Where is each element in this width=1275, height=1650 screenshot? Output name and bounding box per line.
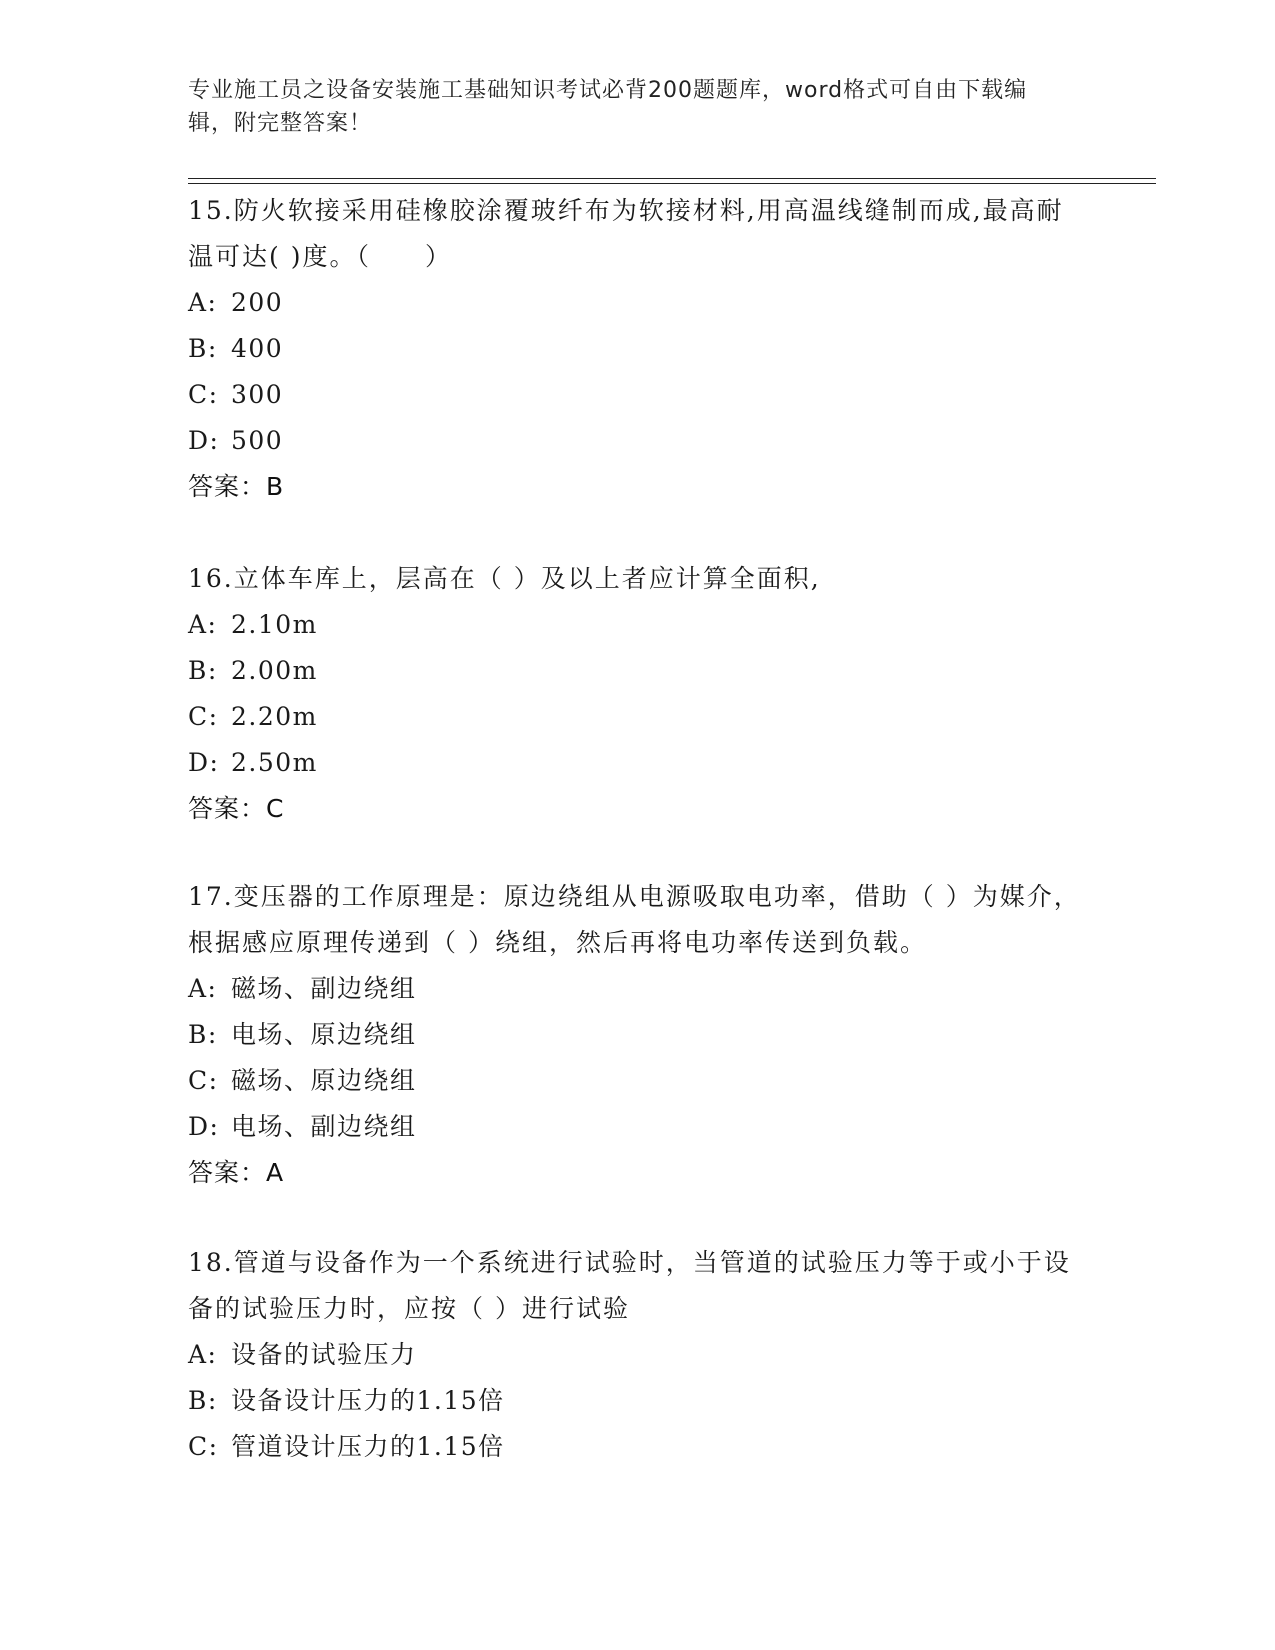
option-label: A: xyxy=(188,288,218,317)
option-a xyxy=(188,966,1088,1012)
option-a xyxy=(188,280,1088,326)
option-label: C: xyxy=(188,1432,219,1461)
question-stem: 17.变压器的工作原理是：原边绕组从电源吸取电功率，借助（ ）为媒介，根据感应原理传递到（ ）绕组，然后再将电功率传送到负载。 xyxy=(188,882,1081,957)
option-label: B: xyxy=(188,1020,218,1049)
option-label: C: xyxy=(188,1066,219,1095)
option-label: A: xyxy=(188,1340,218,1369)
option-d xyxy=(188,1104,1088,1150)
option-text: 500 xyxy=(231,426,284,455)
option-b xyxy=(188,326,1088,372)
option-label: B: xyxy=(188,1386,218,1415)
option-label: B: xyxy=(188,656,218,685)
option-a xyxy=(188,1332,1088,1378)
option-b xyxy=(188,1378,1088,1424)
header-divider-bottom xyxy=(188,183,1156,184)
option-c xyxy=(188,694,1088,740)
option-d xyxy=(188,740,1088,786)
option-label: B: xyxy=(188,334,218,363)
document-header: 专业施工员之设备安装施工基础知识考试必背200题题库，word格式可自由下载编辑，附完整答案！ xyxy=(188,78,1028,136)
answer-line: 答案：C xyxy=(188,794,285,823)
option-text: 设备的试验压力 xyxy=(231,1340,417,1369)
option-text: 400 xyxy=(231,334,284,363)
option-text: 电场、副边绕组 xyxy=(231,1112,417,1141)
option-d xyxy=(188,418,1088,464)
option-text: 管道设计压力的1.15倍 xyxy=(231,1432,505,1461)
question-16 xyxy=(188,556,1088,832)
question-stem: 15.防火软接采用硅橡胶涂覆玻纤布为软接材料,用高温线缝制而成,最高耐温可达( )度。（ ） xyxy=(188,196,1064,271)
option-text: 2.20m xyxy=(231,702,318,731)
answer-line: 答案：B xyxy=(188,472,285,501)
option-label: A: xyxy=(188,610,218,639)
question-stem: 18.管道与设备作为一个系统进行试验时，当管道的试验压力等于或小于设备的试验压力时，应按（ ）进行试验 xyxy=(188,1248,1071,1323)
option-text: 电场、原边绕组 xyxy=(231,1020,417,1049)
option-text: 300 xyxy=(231,380,284,409)
option-text: 2.10m xyxy=(231,610,318,639)
question-17 xyxy=(188,874,1088,1196)
option-text: 磁场、原边绕组 xyxy=(231,1066,417,1095)
option-text: 200 xyxy=(231,288,284,317)
answer-line: 答案：A xyxy=(188,1158,285,1187)
option-label: A: xyxy=(188,974,218,1003)
option-text: 磁场、副边绕组 xyxy=(231,974,417,1003)
option-a xyxy=(188,602,1088,648)
question-18 xyxy=(188,1240,1088,1470)
option-text: 2.00m xyxy=(231,656,318,685)
option-label: C: xyxy=(188,380,219,409)
option-b xyxy=(188,1012,1088,1058)
option-label: D: xyxy=(188,1112,220,1141)
header-divider-top xyxy=(188,178,1156,179)
question-15 xyxy=(188,188,1088,510)
option-c xyxy=(188,372,1088,418)
option-c xyxy=(188,1424,1088,1470)
option-label: D: xyxy=(188,426,220,455)
option-text: 设备设计压力的1.15倍 xyxy=(231,1386,505,1415)
option-text: 2.50m xyxy=(231,748,318,777)
option-b xyxy=(188,648,1088,694)
option-c xyxy=(188,1058,1088,1104)
option-label: D: xyxy=(188,748,220,777)
option-label: C: xyxy=(188,702,219,731)
question-stem: 16.立体车库上，层高在（ ）及以上者应计算全面积, xyxy=(188,564,821,593)
